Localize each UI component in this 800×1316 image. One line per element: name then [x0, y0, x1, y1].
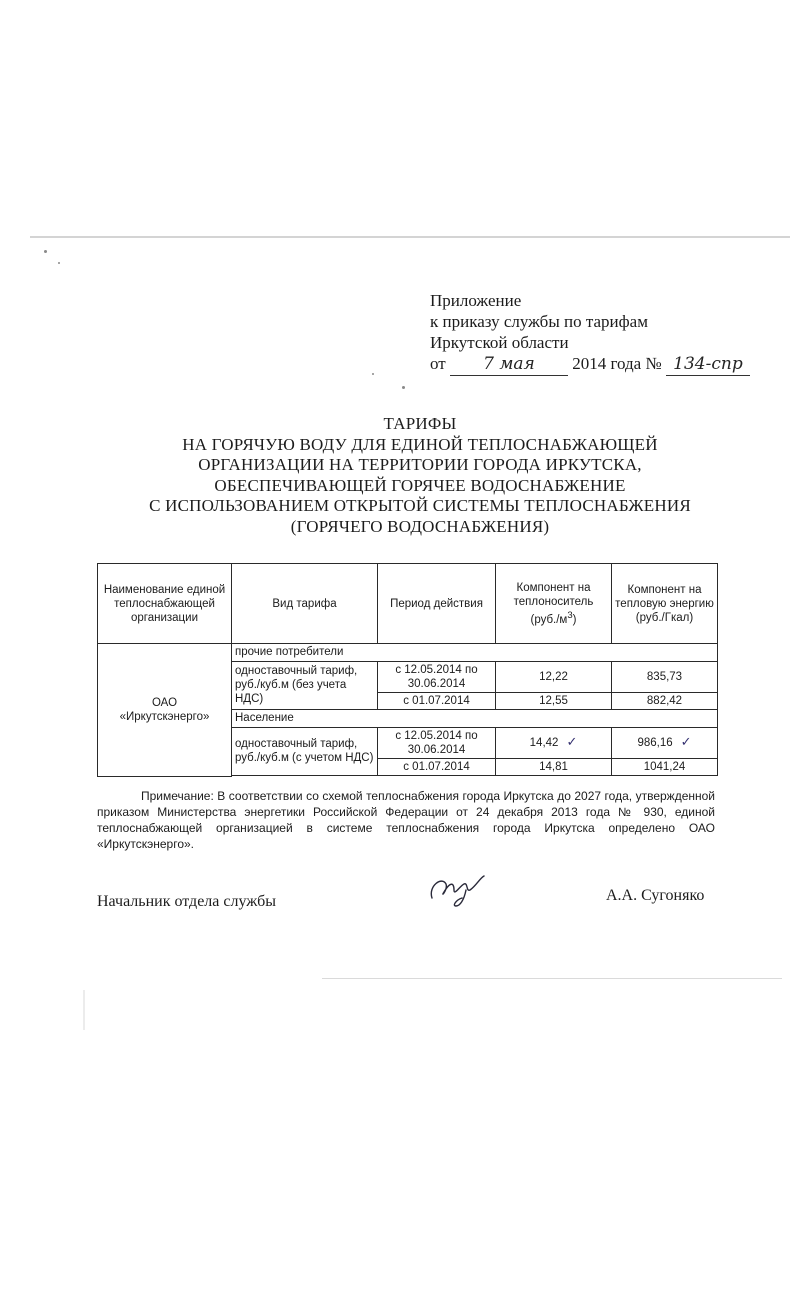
header-period: Период действия [378, 564, 496, 644]
check-mark-icon: ✓ [566, 734, 578, 750]
signatory-role: Начальник отдела службы [97, 893, 276, 910]
title-line: С ИСПОЛЬЗОВАНИЕМ ОТКРЫТОЙ СИСТЕМЫ ТЕПЛОСНАБЖЕНИЯ [149, 496, 691, 515]
scan-speck [58, 262, 60, 264]
appendix-date-line [430, 353, 750, 376]
scan-speck [402, 386, 405, 389]
page-bottom-edge [322, 978, 782, 979]
header-energy: Компонент на тепловую энергию (руб./Гкал) [612, 564, 718, 644]
header-carrier-tail: ) [572, 613, 577, 626]
tariff-type-cell: одноставочный тариф, руб./куб.м (без учета НДС) [232, 661, 378, 710]
carrier-value: 12,22 [496, 661, 612, 692]
carrier-value: 14,42 [529, 736, 559, 749]
date-blank [450, 353, 568, 376]
header-tariff-type: Вид тарифа [232, 564, 378, 644]
note-paragraph: Примечание: В соответствии со схемой теплоснабжения города Иркутска до 2027 года, утвержденной приказом Министерства энергетики Российской Федерации от 24 декабря 2013 года № 930, единой теплоснабжающей организацией в системе теплоснабжения города Иркутска определено ОАО «Иркутскэнерго». [97, 789, 715, 851]
handwritten-date: 7 мая [483, 354, 535, 374]
scan-speck [372, 373, 374, 375]
spacer-cell [232, 776, 718, 777]
header-carrier-text: Компонент на теплоноситель (руб./м [513, 581, 594, 626]
table-row [98, 644, 718, 661]
title-line: ОРГАНИЗАЦИИ НА ТЕРРИТОРИИ ГОРОДА ИРКУТСКА, [198, 455, 642, 474]
date-prefix: от [430, 354, 446, 373]
group-label: Население [232, 710, 718, 727]
document-title [130, 414, 710, 537]
period-cell: с 12.05.2014 по 30.06.2014 [378, 727, 496, 758]
check-mark-icon: ✓ [680, 734, 692, 750]
handwritten-signature-icon [420, 868, 500, 908]
appendix-region: Иркутской области [430, 333, 569, 352]
energy-cell [612, 727, 718, 758]
title-line: ТАРИФЫ [383, 414, 457, 433]
header-carrier [496, 564, 612, 644]
title-line: ОБЕСПЕЧИВАЮЩЕЙ ГОРЯЧЕЕ ВОДОСНАБЖЕНИЕ [214, 475, 626, 495]
period-cell: с 12.05.2014 по 30.06.2014 [378, 661, 496, 692]
org-name-cell [98, 644, 232, 777]
tariff-type-cell: одноставочный тариф, руб./куб.м (с учетом НДС) [232, 727, 378, 776]
header-carrier-sup: 3 [567, 609, 573, 621]
number-blank [666, 353, 750, 376]
header-org: Наименование единой теплоснабжающей организации [98, 564, 232, 644]
scan-speck [44, 250, 47, 253]
signatory-name: А.А. Сугоняко [606, 887, 705, 904]
org-name-line2: «Иркутскэнерго» [119, 711, 210, 724]
page-left-edge [83, 990, 85, 1030]
date-year: 2014 года № [572, 354, 662, 373]
energy-value: 835,73 [612, 661, 718, 692]
carrier-value: 12,55 [496, 692, 612, 709]
energy-value: 882,42 [612, 692, 718, 709]
period-cell: с 01.07.2014 [378, 759, 496, 776]
energy-value: 1041,24 [612, 759, 718, 776]
carrier-cell [496, 727, 612, 758]
org-name-line1: ОАО [151, 697, 178, 710]
page-top-edge [30, 236, 790, 238]
group-label: прочие потребители [232, 644, 718, 661]
title-line: (ГОРЯЧЕГО ВОДОСНАБЖЕНИЯ) [290, 516, 550, 536]
carrier-value: 14,81 [496, 759, 612, 776]
appendix-order-ref: к приказу службы по тарифам [430, 312, 648, 331]
period-cell: с 01.07.2014 [378, 692, 496, 709]
title-line: НА ГОРЯЧУЮ ВОДУ ДЛЯ ЕДИНОЙ ТЕПЛОСНАБЖАЮЩЕЙ [182, 434, 658, 454]
appendix-title: Приложение [430, 291, 522, 310]
tariffs-table [97, 563, 718, 777]
table-header-row [98, 564, 718, 644]
appendix-block [430, 290, 750, 376]
handwritten-number: 134-спр [673, 354, 743, 374]
energy-value: 986,16 [637, 736, 673, 749]
